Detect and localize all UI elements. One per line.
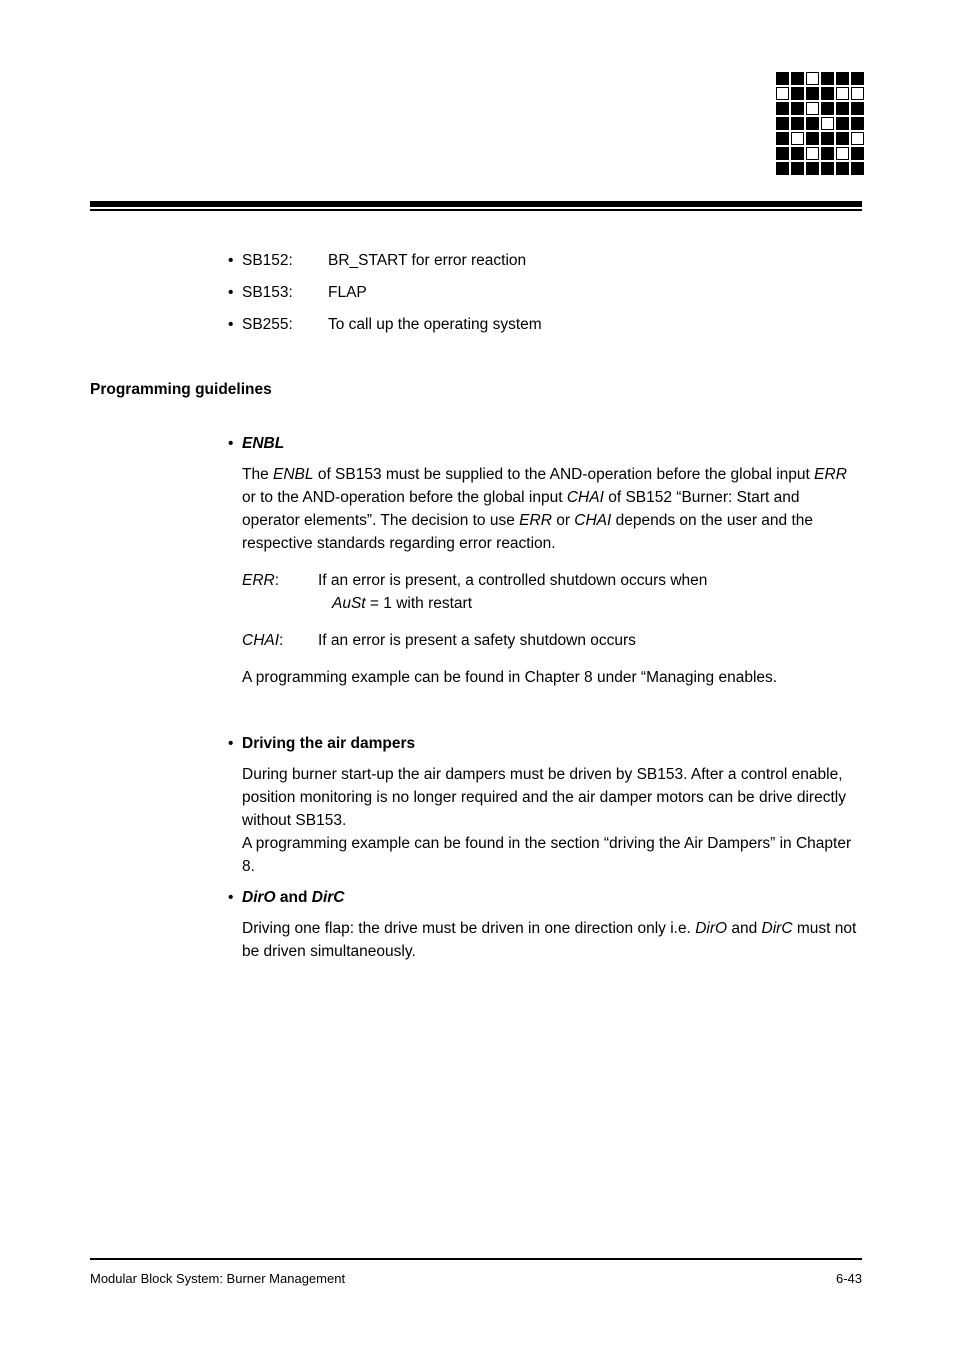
- logo-filled-square: [776, 102, 789, 115]
- logo-filled-square: [806, 132, 819, 145]
- footer-page-number: 6-43: [835, 1270, 862, 1286]
- dampers-paragraph-wrap: [242, 763, 860, 878]
- topic-heading: [228, 433, 862, 454]
- paragraph: [242, 463, 860, 555]
- pixel-grid-logo: [776, 72, 864, 175]
- bullet-icon: •: [228, 889, 234, 906]
- topic-dampers: [228, 733, 862, 754]
- logo-open-square: [821, 117, 834, 130]
- list-item: [228, 314, 862, 335]
- topic-enbl: [228, 433, 862, 454]
- logo-open-square: [851, 132, 864, 145]
- logo-filled-square: [821, 147, 834, 160]
- logo-open-square: [806, 147, 819, 160]
- logo-filled-square: [836, 72, 849, 85]
- text-segment: or: [551, 512, 575, 529]
- logo-open-square: [806, 102, 819, 115]
- logo-filled-square: [791, 72, 804, 85]
- diro-paragraph-wrap: [242, 917, 860, 963]
- logo-filled-square: [776, 72, 789, 85]
- sb-code: SB153:: [242, 284, 293, 301]
- logo-filled-square: [791, 162, 804, 175]
- text-segment: ERR: [242, 572, 275, 589]
- text-segment: must not be driven simultaneously.: [242, 920, 857, 960]
- text-segment: of SB153 must be supplied to the AND-operation before the global input: [313, 466, 815, 483]
- text-segment: and: [275, 889, 312, 906]
- topic-heading: [228, 733, 862, 754]
- logo-filled-square: [791, 117, 804, 130]
- definition-term: [242, 629, 318, 652]
- logo-filled-square: [821, 132, 834, 145]
- bullet-icon: •: [228, 316, 234, 333]
- bullet-icon: •: [228, 735, 234, 752]
- logo-filled-square: [836, 162, 849, 175]
- text-segment: ENBL: [273, 466, 314, 483]
- logo-filled-square: [821, 102, 834, 115]
- text-segment: CHAI: [566, 489, 604, 506]
- text-segment: or to the AND-operation before the global input: [242, 489, 567, 506]
- footer-rule: [90, 1258, 862, 1260]
- definition-text: If an error is present, a controlled shutdown occurs when: [318, 572, 708, 589]
- logo-filled-square: [821, 87, 834, 100]
- list-item: [228, 250, 862, 271]
- topic-diro-dirc: [228, 887, 862, 908]
- text-segment: and: [727, 920, 762, 937]
- logo-filled-square: [851, 162, 864, 175]
- text-segment: CHAI: [242, 632, 280, 649]
- list-item: [228, 282, 862, 303]
- logo-open-square: [791, 132, 804, 145]
- topic-title: [242, 733, 415, 754]
- text-segment: Driving one flap: the drive must be driven in one direction only i.e.: [242, 920, 696, 937]
- logo-filled-square: [821, 72, 834, 85]
- text-segment: = 1 with restart: [365, 595, 472, 612]
- sb-code: SB255:: [242, 316, 293, 333]
- sb-description: FLAP: [328, 284, 367, 301]
- topic-title: [242, 433, 284, 454]
- text-segment: ERR: [519, 512, 552, 529]
- page-content: [90, 250, 862, 963]
- bullet-icon: •: [228, 284, 234, 301]
- logo-filled-square: [806, 87, 819, 100]
- logo-filled-square: [791, 87, 804, 100]
- text-segment: DirC: [761, 920, 793, 937]
- text-segment: depends on the user and the respective standards regarding error reaction.: [242, 512, 814, 552]
- text-segment: ENBL: [242, 435, 285, 452]
- text-segment: The: [242, 466, 274, 483]
- header-rule: [90, 201, 862, 211]
- topic-heading: [228, 887, 862, 908]
- definition-err: [242, 569, 860, 592]
- logo-filled-square: [851, 147, 864, 160]
- logo-open-square: [851, 87, 864, 100]
- sb-block-list: [228, 250, 862, 335]
- bullet-icon: •: [228, 435, 234, 452]
- text-segment: :: [274, 572, 280, 589]
- paragraph: A programming example can be found in the section “driving the Air Dampers” in Chapter 8.: [242, 835, 852, 875]
- text-segment: DirO: [695, 920, 728, 937]
- logo-filled-square: [806, 117, 819, 130]
- sb-code: SB152:: [242, 252, 293, 269]
- logo-filled-square: [806, 162, 819, 175]
- paragraph: A programming example can be found in Chapter 8 under “Managing enables.: [242, 669, 778, 686]
- topic-title: [242, 887, 345, 908]
- paragraph: [242, 917, 860, 963]
- sb-description: To call up the operating system: [328, 316, 542, 333]
- footer-document-title: Modular Block System: Burner Management: [90, 1270, 346, 1286]
- text-segment: AuSt: [332, 595, 366, 612]
- logo-open-square: [836, 87, 849, 100]
- logo-filled-square: [851, 72, 864, 85]
- text-segment: DirC: [311, 889, 345, 906]
- logo-open-square: [806, 72, 819, 85]
- logo-open-square: [836, 147, 849, 160]
- logo-filled-square: [836, 132, 849, 145]
- logo-filled-square: [791, 147, 804, 160]
- header-rule-thin: [90, 209, 862, 211]
- definition-chai: [242, 629, 860, 652]
- header-rule-thick: [90, 201, 862, 207]
- definition-err-continued: [332, 592, 862, 615]
- logo-open-square: [776, 87, 789, 100]
- text-segment: CHAI: [574, 512, 612, 529]
- bullet-icon: •: [228, 252, 234, 269]
- logo-filled-square: [776, 117, 789, 130]
- paragraph: During burner start-up the air dampers must be driven by SB153. After a control enable, position monitoring is no longer required and the air damper motors can be drive directly without SB153.: [242, 766, 846, 829]
- definition-text: If an error is present a safety shutdown occurs: [318, 632, 636, 649]
- definition-term: [242, 569, 318, 592]
- logo-filled-square: [836, 117, 849, 130]
- page-footer: [90, 1258, 862, 1286]
- section-heading: Programming guidelines: [90, 381, 272, 398]
- logo-filled-square: [836, 102, 849, 115]
- text-segment: :: [279, 632, 284, 649]
- sb-description: BR_START for error reaction: [328, 252, 527, 269]
- text-segment: DirO: [242, 889, 276, 906]
- logo-filled-square: [851, 117, 864, 130]
- logo-filled-square: [776, 147, 789, 160]
- logo-filled-square: [791, 102, 804, 115]
- logo-filled-square: [776, 132, 789, 145]
- logo-filled-square: [851, 102, 864, 115]
- text-segment: ERR: [814, 466, 847, 483]
- text-segment: of SB152 “Burner: Start and operator elements”. The decision to use: [242, 489, 800, 529]
- logo-filled-square: [821, 162, 834, 175]
- enbl-paragraph-wrap: [242, 463, 860, 555]
- logo-filled-square: [776, 162, 789, 175]
- text-segment: Driving the air dampers: [242, 735, 416, 752]
- enbl-note-wrap: [242, 666, 860, 689]
